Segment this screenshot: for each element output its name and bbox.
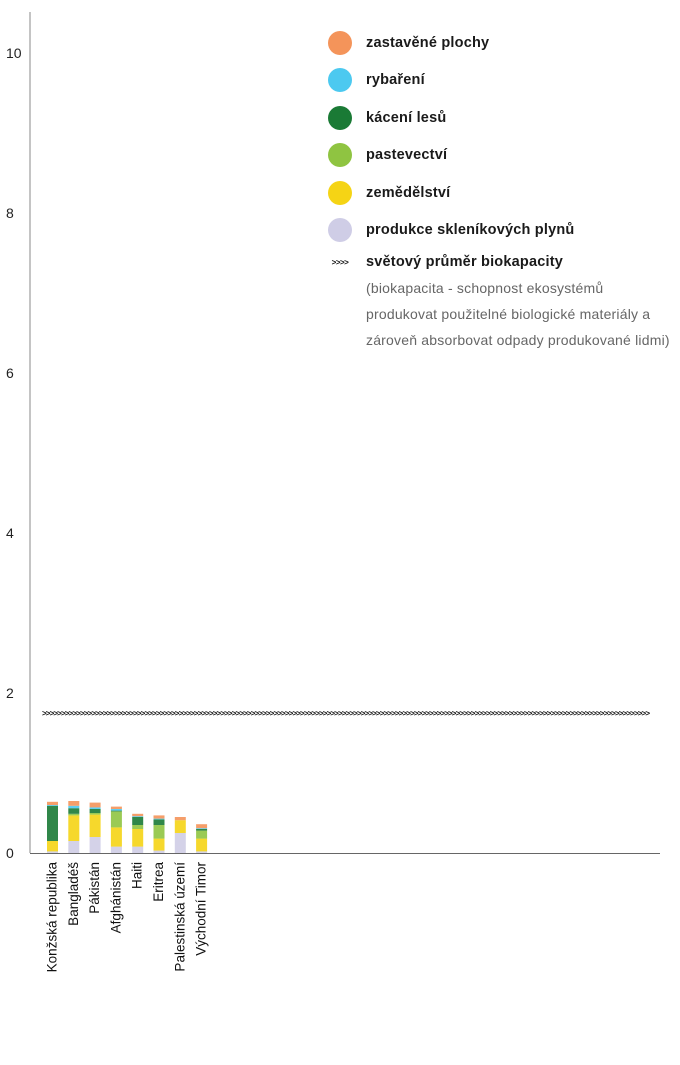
legend-item-grazing [328,143,673,168]
x-tick-label: Pákistán [87,862,103,914]
bar-segment [90,809,101,813]
bar-segment [154,839,165,851]
bar-segment [68,808,79,814]
y-tick-label: 2 [6,685,14,701]
y-axis [6,12,30,861]
reference-line-world-average [42,709,650,718]
bar-segment [90,813,101,815]
bar-segment [47,802,58,805]
bar-segment [111,847,122,853]
bar-segment [90,803,101,808]
bar-segment [154,815,165,818]
bar-segment [154,851,165,853]
bar-segment [90,837,101,853]
x-tick-label: Eritrea [151,862,166,902]
bar-segment [47,841,58,851]
bar-segment [196,831,207,839]
bar-segment [68,815,79,841]
bar-segment [175,833,186,853]
bar-segment [196,829,207,831]
bar-segment [154,819,165,820]
bar-segment [90,807,101,809]
bar-stack [47,802,58,853]
legend-item-carbon [328,218,673,243]
bar-segment [111,811,122,827]
bar-segment [90,815,101,837]
x-tick-label: Haiti [129,862,145,890]
x-tick-label: Palestinská území [172,862,188,972]
x-tick-label: Konžská republika [44,862,60,973]
bar-segment [132,816,143,817]
legend-item-forestry [328,105,673,130]
bar-segment [196,851,207,853]
y-tick-label: 0 [6,845,14,861]
reference-line-marks: >>>>>>>>>>>>>>>>>>>>>>>>>>>>>>>>>>>>>>>>>>>>>>>>>>>>>>>>>>>>>>>>>>>>>>>>>>>>>>>>>>>>>>>>>>>>>>>>>>>>>>>>>>>>>>>>>>>>>>>>>>>>>>>>>>>>>>>>>>>>>>>>>>>>>>>>>>>>>>>> [42,709,650,718]
legend-item-cropland [328,180,673,205]
bar-segment [196,824,207,828]
bar-segment [132,825,143,829]
legend-swatch-carbon [328,218,352,242]
y-tick-label: 6 [6,365,14,381]
bar-segment [47,805,58,806]
bar-stack [132,814,143,853]
legend-label-world-average: světový průměr biokapacity [366,254,563,270]
legend-label-grazing: pastevectví [366,147,448,163]
bar-segment [132,847,143,853]
legend-note: (biokapacita - schopnost ekosystémů produkovat použitelné biologické materiály a zároveň absorbovat odpady produkované lidmi) [366,280,670,348]
bar-segment [175,820,186,833]
legend-item-world-average [328,251,673,273]
legend-swatch-forestry [328,106,352,130]
legend-arrow-symbol: >>>> [331,257,349,267]
x-tick-label: Bangladéš [65,862,81,926]
bar-segment [111,807,122,809]
bar-segment [68,801,79,806]
legend-label-built-up: zastavěné plochy [366,34,490,51]
bar-segment [111,809,122,811]
bar-segment [68,806,79,808]
legend-label-carbon: produkce skleníkových plynů [366,222,575,238]
bar-segment [175,817,186,820]
bar-segment [47,851,58,853]
bar-stack [111,807,122,853]
bar-segment [111,811,122,812]
bar-segment [47,806,58,841]
bar-stack [90,803,101,853]
bar-segment [68,814,79,816]
bars [47,801,207,853]
legend [328,30,673,353]
x-tick-label: Východní Timor [193,862,209,956]
bar-stack [154,815,165,853]
bar-stack [68,801,79,853]
legend-swatch-built-up [328,31,352,55]
x-tick-labels [45,862,209,973]
x-tick-label: Afghánistán [108,862,124,934]
bar-stack [175,817,186,853]
y-tick-label: 8 [6,205,14,221]
bar-segment [68,841,79,853]
legend-swatch-grazing [328,143,352,167]
legend-item-fishing [328,68,673,93]
y-tick-label: 4 [6,525,14,541]
bar-segment [132,817,143,825]
legend-swatch-cropland [328,181,352,205]
bar-stack [196,824,207,853]
bar-segment [132,814,143,816]
bar-segment [154,819,165,825]
bar-segment [132,829,143,847]
bar-segment [196,828,207,829]
legend-label-fishing: rybaření [366,72,425,88]
bar-segment [196,839,207,852]
legend-label-forestry: kácení lesů [366,109,447,126]
bar-segment [154,825,165,839]
legend-item-built-up [328,30,673,55]
legend-swatch-fishing [328,68,352,92]
bar-segment [111,827,122,846]
y-tick-label: 10 [6,45,22,61]
legend-label-cropland: zemědělství [366,184,451,201]
